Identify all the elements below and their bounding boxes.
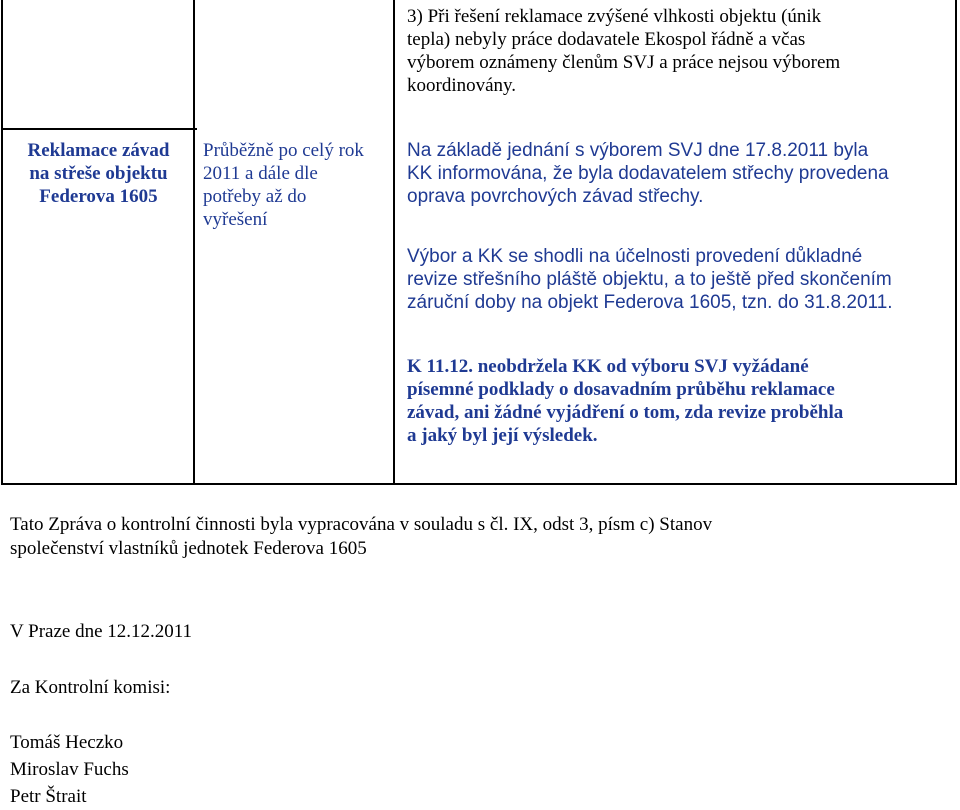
paragraph-line: Výbor a KK se shodli na účelnosti provedení důkladné <box>407 246 863 267</box>
paragraph-line: tepla) nebyly práce dodavatele Ekospol řádně a včas <box>407 29 806 50</box>
signatory-name: Petr Štrait <box>10 786 87 807</box>
paragraph-line: 3) Při řešení reklamace zvýšené vlhkosti objektu (únik <box>407 6 822 27</box>
findings-table <box>1 0 957 485</box>
committee-label: Za Kontrolní komisi: <box>10 677 171 698</box>
report-line: společenství vlastníků jednotek Federova 1605 <box>10 538 367 559</box>
paragraph-line: K 11.12. neobdržela KK od výboru SVJ vyžádané <box>407 356 809 377</box>
finding-paragraph-status <box>407 355 957 447</box>
paragraph-line: revize střešního pláště objektu, a to ještě před skončením <box>407 269 892 290</box>
paragraph-line: koordinovány. <box>407 75 517 96</box>
signatory-name: Tomáš Heczko <box>10 732 124 753</box>
report-statement <box>10 513 712 561</box>
finding-paragraph-negotiation <box>407 139 957 208</box>
paragraph-line: písemné podklady o dosavadním průběhu reklamace <box>407 379 835 400</box>
timeline-line: potřeby až do <box>203 186 307 207</box>
finding-paragraph-agreement <box>407 245 957 314</box>
paragraph-line: výborem oznámeny členům SVJ a práce nejsou výborem <box>407 52 841 73</box>
timeline-line: Průběžně po celý rok <box>203 140 364 161</box>
paragraph-line: Na základě jednání s výborem SVJ dne 17.8.2011 byla <box>407 140 869 161</box>
report-line: Tato Zpráva o kontrolní činnosti byla vypracována v souladu s čl. IX, odst 3, písm c) Stanov <box>10 514 713 535</box>
timeline-line: 2011 a dále dle <box>203 163 318 184</box>
place-and-date: V Praze dne 12.12.2011 <box>10 621 193 642</box>
table-column-divider-2 <box>393 0 395 483</box>
signatory-name: Miroslav Fuchs <box>10 759 129 780</box>
timeline-line: vyřešení <box>203 209 268 230</box>
subject-line: Federova 1605 <box>39 186 158 207</box>
table-row-divider <box>3 128 197 130</box>
paragraph-line: a jaký byl její výsledek. <box>407 425 598 446</box>
table-cell-timeline <box>203 139 390 231</box>
finding-paragraph-3 <box>407 5 957 97</box>
paragraph-line: závad, ani žádné vyjádření o tom, zda revize proběhla <box>407 402 844 423</box>
subject-line: Reklamace závad <box>27 140 170 161</box>
paragraph-line: záruční doby na objekt Federova 1605, tzn. do 31.8.2011. <box>407 292 893 313</box>
table-cell-subject <box>5 139 192 208</box>
subject-line: na střeše objektu <box>29 163 168 184</box>
signatory-list <box>10 729 129 810</box>
table-column-divider-1 <box>193 0 195 483</box>
paragraph-line: KK informována, že byla dodavatelem střechy provedena <box>407 163 889 184</box>
paragraph-line: oprava povrchových závad střechy. <box>407 186 704 207</box>
